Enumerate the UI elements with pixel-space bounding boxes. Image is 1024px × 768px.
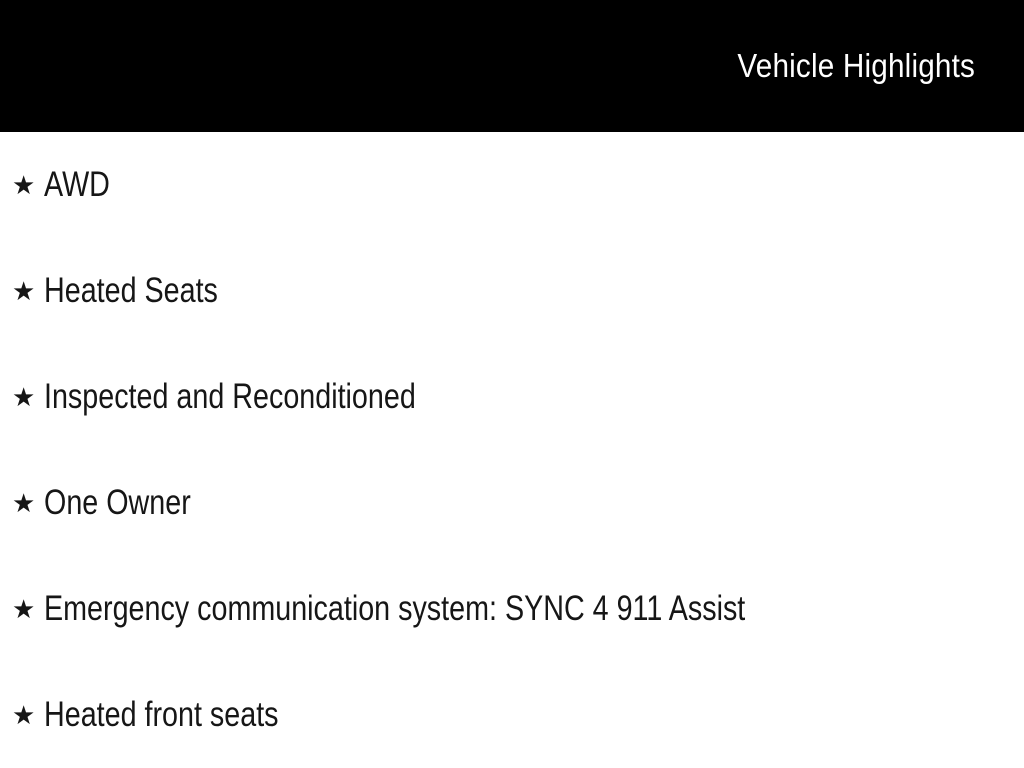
highlight-label: One Owner bbox=[44, 483, 191, 522]
star-bullet-icon: ★ bbox=[12, 701, 36, 731]
star-bullet-icon: ★ bbox=[12, 595, 36, 625]
highlight-item bbox=[0, 132, 1024, 238]
highlights-list bbox=[0, 132, 1024, 768]
highlight-item bbox=[0, 662, 1024, 768]
highlight-item bbox=[0, 238, 1024, 344]
highlight-item bbox=[0, 344, 1024, 450]
highlight-label: Heated front seats bbox=[44, 695, 279, 734]
page-title: Vehicle Highlights bbox=[737, 47, 975, 84]
highlight-label: Heated Seats bbox=[44, 271, 218, 310]
header-bar bbox=[0, 0, 1024, 132]
highlight-label: AWD bbox=[44, 165, 110, 204]
highlight-item bbox=[0, 450, 1024, 556]
star-bullet-icon: ★ bbox=[12, 277, 36, 307]
star-bullet-icon: ★ bbox=[12, 383, 36, 413]
star-bullet-icon: ★ bbox=[12, 171, 36, 201]
highlight-item bbox=[0, 556, 1024, 662]
highlight-label: Emergency communication system: SYNC 4 911 Assist bbox=[44, 589, 746, 628]
highlight-label: Inspected and Reconditioned bbox=[44, 377, 416, 416]
star-bullet-icon: ★ bbox=[12, 489, 36, 519]
